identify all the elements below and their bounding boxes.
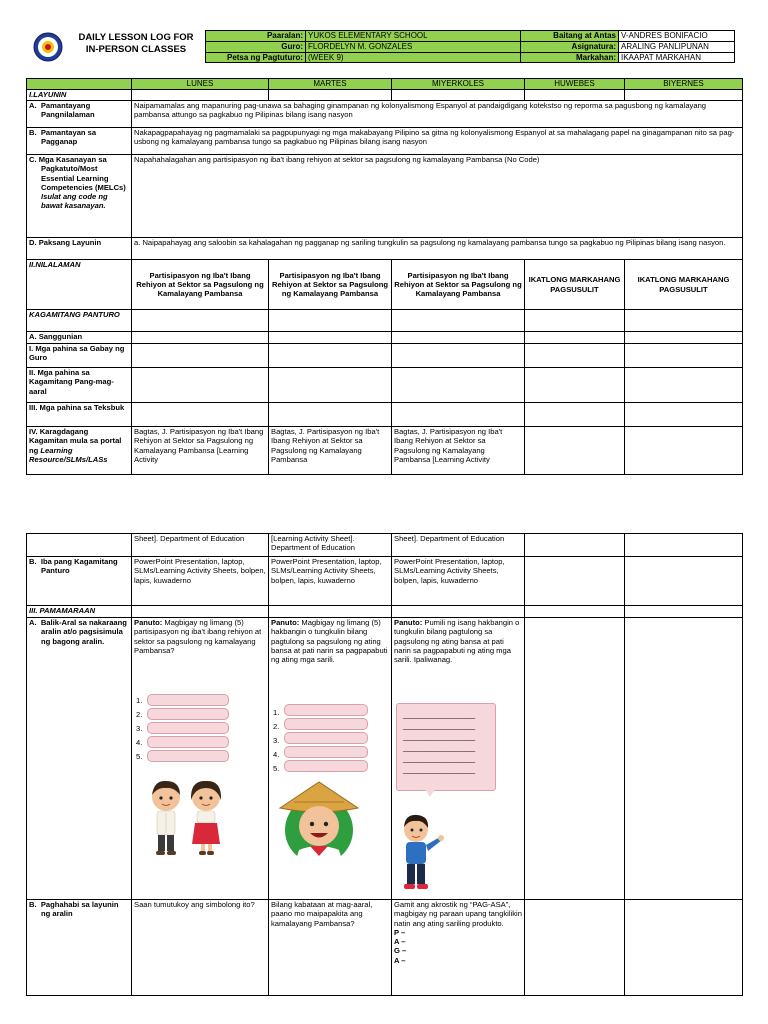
answer-pill[interactable] [284,732,368,744]
class-info-table [520,30,735,63]
day-miyerkoles: MIYERKOLES [392,79,525,90]
answer-pill[interactable] [284,704,368,716]
list-number: 3. [136,724,143,733]
row-label-paksang-layunin: D. Paksang Layunin [27,238,132,260]
list-number: 4. [136,738,143,747]
guro-value: FLORDELYN M. GONZALES [306,41,521,52]
row-label-sanggunian: A. Sanggunian [27,332,132,344]
pamantayan-sa-pagganap-value: Nakapagpapahayag ng pagmamalaki sa pagpupunyagi ng mga makabayang Pilipino sa gitna ng kolonyalismong Espanyol at sa mahalagang papel na ginagampanan nito sa pag- usbong ng kamalayang pambansa tungo sa pagkabuo ng Pilipinas bilang isang nasyon [132,128,743,155]
deped-seal [33,32,63,62]
lesson-table-page1 [26,78,743,475]
day-lunes: LUNES [132,79,269,90]
section-pamamaraan: III. PAMAMARAAN [27,606,132,618]
nilalaman-huwebes: IKATLONG MARKAHANG PAGSUSULIT [525,260,625,310]
answer-pill[interactable] [147,708,229,720]
karagdagang-martes: Bagtas, J. Partisipasyon ng Iba't Ibang Rehiyon at Sektor sa Pagsulong ng Kamalayang Pambansa [269,427,392,475]
row-label-kagamitang-mag-aaral: II. Mga pahina sa Kagamitang Pang-mag-aaral [27,368,132,403]
paaralan-value: YUKOS ELEMENTARY SCHOOL [306,31,521,42]
answer-pill[interactable] [284,760,368,772]
answer-pill[interactable] [147,694,229,706]
markahan-value: IKAAPAT MARKAHAN [619,52,735,63]
markahan-label: Markahan: [521,52,619,63]
answer-note-box[interactable] [396,703,496,791]
row-label-balik-aral: A. Balik-Aral sa nakaraang aralin at/o pagsisimula ng bagong aralin. [27,618,132,900]
karagdagang-miyerkoles: Bagtas, J. Partisipasyon ng Iba't Ibang Rehiyon at Sektor sa Pagsulong ng Kamalayang Pambansa [Learning Activity [392,427,525,475]
farmer-boy-illustration [274,780,364,866]
note-line: ____________________ [403,723,475,730]
row-label-karagdagang-kagamitan: IV. Karagdagang Kagamitan mula sa portal ng Learning Resource/SLMs/LASs [27,427,132,475]
day-huwebes: HUWEBES [525,79,625,90]
title-line-1: DAILY LESSON LOG FOR [78,32,194,43]
note-box-tail [424,788,436,797]
asignatura-value: ARALING PANLIPUNAN [619,41,735,52]
nilalaman-lunes: Partisipasyon ng Iba't Ibang Rehiyon at Sektor sa Pagsulong ng Kamalayang Pambansa [132,260,269,310]
petsa-label: Petsa ng Pagtuturo: [206,52,306,63]
day-martes: MARTES [269,79,392,90]
filipino-kids-illustration [144,778,228,858]
row-label-pamantayang-pangnilalaman: A. Pamantayang Pangnilalaman [27,101,132,128]
kasanayan-note: Isulat ang code ng bawat kasanayan. [41,192,108,211]
row-label-iba-pang-kagamitan: B. Iba pang Kagamitang Panturo [27,557,132,606]
corner-cell [27,79,132,90]
list-number: 2. [136,710,143,719]
lesson-table-page2 [26,533,743,996]
balik-martes: Panuto: Magbigay ng limang (5) hakbangin o tungkulin bilang pagtulong sa pagsulong ng ating bansa at pati narin sa pagpapabuti ng ating mga sarili. [269,618,392,900]
continued-miyerkoles: Sheet]. Department of Education [392,534,525,557]
note-line: ____________________ [403,734,475,741]
iba-lunes: PowerPoint Presentation, laptop, SLMs/Learning Activity Sheets, bolpen, lapis, kuwaderno [132,557,269,606]
day-biyernes: BIYERNES [625,79,743,90]
iba-miyerkoles: PowerPoint Presentation, laptop, SLMs/Learning Activity Sheets, bolpen, lapis, kuwaderno [392,557,525,606]
title-line-2: IN-PERSON CLASSES [85,44,187,56]
balik-lunes: Panuto: Magbigay ng limang (5) partisipasyon ng iba't ibang rehiyon at sektor sa pagsulong ng kamalayang Pambansa? [132,618,269,900]
list-number: 5. [273,764,280,773]
school-info-table [205,30,521,63]
iba-martes: PowerPoint Presentation, laptop, SLMs/Learning Activity Sheets, bolpen, lapis, kuwaderno [269,557,392,606]
note-line: ____________________ [403,756,475,763]
baitang-label: Baitang at Antas [521,31,619,42]
mga-kasanayan-value: Napahahalagahan ang partisipasyon ng iba't ibang rehiyon at sektor sa pagsulong ng kamalayang Pambansa (No Code) [132,155,743,238]
asignatura-label: Asignatura: [521,41,619,52]
nilalaman-martes: Partisipasyon ng Iba't Ibang Rehiyon at Sektor sa Pagsulong ng Kamalayang Pambansa [269,260,392,310]
karagdagang-lunes: Bagtas, J. Partisipasyon ng Iba't Ibang Rehiyon at Sektor sa Pagsulong ng Kamalayang Pambansa [Learning Activity [132,427,269,475]
paghahabi-miyerkoles: Gamit ang akrostik ng “PAG-ASA”, magbigay ng paraan upang tangkilikin natin ang ating sariling produkto. P – A – G – A – [392,900,525,996]
list-number: 5. [136,752,143,761]
section-nilalaman: II.NILALAMAN [27,260,132,310]
note-line: ____________________ [403,745,475,752]
answer-pill[interactable] [147,736,229,748]
row-label-paghahabi: B. Paghahabi sa layunin ng aralin [27,900,132,996]
list-number: 3. [273,736,280,745]
balik-miyerkoles: Panuto: Pumili ng isang hakbangin o tungkulin bilang pagtulong sa pagsulong ng ating bansa at pati narin sa pagpapabuti ng ating mga sarili. Ipaliwanag. [392,618,525,900]
paksang-layunin-value: a. Naipapahayag ang saloobin sa kahalagahan ng pagganap ng sariling tungkulin sa pagsulong ng kamalayang pambansa tungo sa pagkabuo ng Pilipinas bilang isang nasyon. [132,238,743,260]
paghahabi-martes: Bilang kabataan at mag-aaral, paano mo maipapakita ang kamalayang Pambansa? [269,900,392,996]
row-label-gabay-ng-guro: I. Mga pahina sa Gabay ng Guro [27,344,132,368]
acrostic-a2: A – [394,955,406,965]
list-number: 4. [273,750,280,759]
row-label-teksbuk: III. Mga pahina sa Teksbuk [27,403,132,427]
acrostic-g: G – [394,946,407,956]
guro-label: Guro: [206,41,306,52]
section-kagamitang-panturo: KAGAMITANG PANTURO [27,310,132,332]
paaralan-label: Paaralan: [206,31,306,42]
answer-pill[interactable] [284,718,368,730]
note-line: ____________________ [403,767,475,774]
section-layunin: I.LAYUNIN [27,90,132,101]
paghahabi-lunes: Saan tumutukoy ang simbolong ito? [132,900,269,996]
baitang-value: V-ANDRES BONIFACIO [619,31,735,42]
row-label-mga-kasanayan: C. Mga Kasanayan sa Pagkatuto/Most Essential Learning Competencies (MELCs) Isulat ang code ng bawat kasanayan. [27,155,132,238]
continued-lunes: Sheet]. Department of Education [132,534,269,557]
answer-pill[interactable] [147,750,229,762]
list-number: 1. [136,696,143,705]
acrostic-p: P – [394,927,406,937]
list-number: 2. [273,722,280,731]
acrostic-a: A – [394,937,406,946]
answer-pill[interactable] [147,722,229,734]
answer-pill[interactable] [284,746,368,758]
note-line: ____________________ [403,712,475,719]
continued-martes: [Learning Activity Sheet]. Department of Education [269,534,392,557]
document-title [66,32,206,57]
pamantayang-pangnilalaman-value: Naipamamalas ang mapanuring pag-unawa sa bahaging ginampanan ng kolonyalismong Espanyol at pandaigdigang kotekstso ng reporma sa pagusbong ng kamalayang pambansa attungo sa pagkabuo ng Pilipinas bilang isang nasyon [132,101,743,128]
pointing-boy-illustration [396,813,446,893]
petsa-value: (WEEK 9) [306,52,521,63]
row-label-pamantayan-sa-pagganap: B. Pamantayan sa Pagganap [27,128,132,155]
list-number: 1. [273,708,280,717]
nilalaman-miyerkoles: Partisipasyon ng Iba't Ibang Rehiyon at Sektor sa Pagsulong ng Kamalayang Pambansa [392,260,525,310]
nilalaman-biyernes: IKATLONG MARKAHANG PAGSUSULIT [625,260,743,310]
